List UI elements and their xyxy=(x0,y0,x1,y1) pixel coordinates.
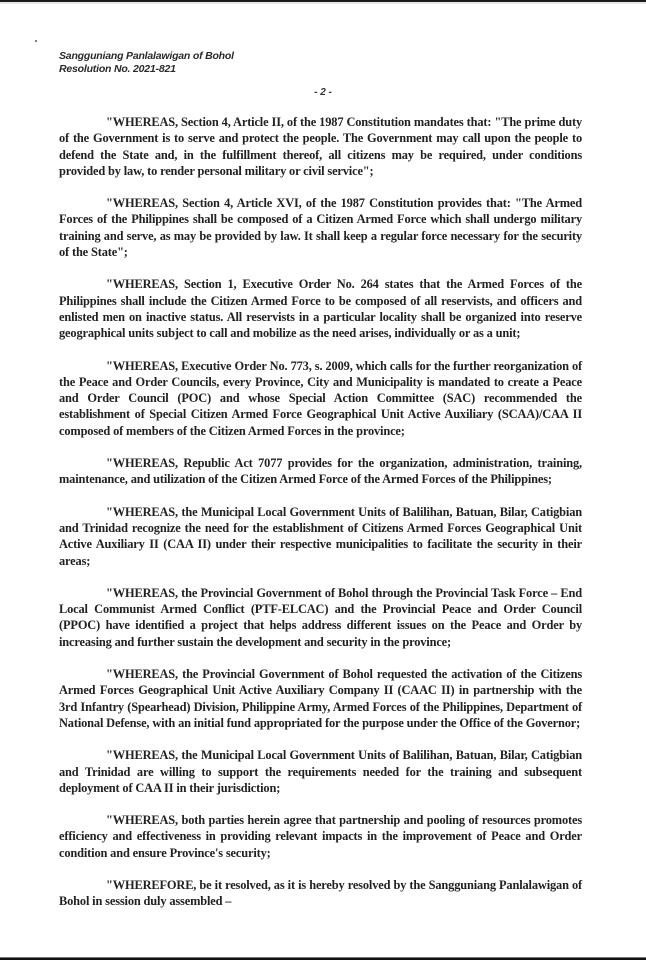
whereas-paragraph: "WHEREAS, Section 4, Article II, of the 1987 Constitution mandates that: "The prime duty of the Government is to serve and protect the people. The Government may call upon the people to defend the State and, in the fulfillment thereof, all citizens may be required, under conditions provided by law, to render personal military or civil service"; xyxy=(59,115,582,178)
scan-speck xyxy=(35,40,37,42)
whereas-paragraph: "WHEREAS, Section 4, Article XVI, of the 1987 Constitution provides that: "The Armed Forces of the Philippines shall be composed of a Citizen Armed Force which shall undergo military training and serve, as may be provided by law. It shall keep a regular force necessary for the security of the State"; xyxy=(59,196,582,260)
top-border-shadow xyxy=(0,2,646,4)
document-body xyxy=(59,114,582,910)
whereas-paragraph: "WHEREAS, the Municipal Local Government Units of Balilihan, Batuan, Bilar, Catigbian and Trinidad are willing to support the requirements needed for the training and subsequent deployment of CAA II in their jurisdiction; xyxy=(59,748,582,795)
page-number: - 2 - xyxy=(314,87,332,98)
whereas-paragraph: "WHEREAS, the Provincial Government of Bohol through the Provincial Task Force – End Local Communist Armed Conflict (PTF-ELCAC) and the Provincial Peace and Order Council (PPOC) have identified a project that helps address different issues on the Peace and Order by increasing and further sustain the development and security in the province; xyxy=(59,585,582,649)
whereas-paragraph: "WHEREAS, the Municipal Local Government Units of Balilihan, Batuan, Bilar, Catigbian and Trinidad recognize the need for the establishment of Citizens Armed Forces Geographical Unit Active Auxiliary II (CAA II) under their respective municipalities to facilitate the security in their areas; xyxy=(59,504,582,568)
whereas-paragraph: "WHEREAS, Executive Order No. 773, s. 2009, which calls for the further reorganization of the Peace and Order Councils, every Province, City and Municipality is mandated to create a Peace and Order Council (POC) and whose Special Action Committee (SAC) recommended the establishment of Special Citizen Armed Force Geographical Unit Active Auxiliary (SCAA)/CAA II composed of members of the Citizen Armed Forces in the province; xyxy=(59,358,582,438)
wherefore-paragraph: "WHEREFORE, be it resolved, as it is hereby resolved by the Sangguniang Panlalawigan of Bohol in session duly assembled – xyxy=(59,877,582,909)
header-resolution-number: Resolution No. 2021-821 xyxy=(59,63,176,75)
whereas-paragraph: "WHEREAS, Republic Act 7077 provides for the organization, administration, training, maintenance, and utilization of the Citizen Armed Force of the Armed Forces of the Philippines; xyxy=(59,456,582,487)
whereas-paragraph: "WHEREAS, Section 1, Executive Order No. 264 states that the Armed Forces of the Philippines shall include the Citizen Armed Force to be composed of all reservists, and officers and enlisted men on inactive status. All reservists in a particular locality shall be organized into reserve geographical units subject to call and mobilize as the need arises, individually or as a unit; xyxy=(59,277,582,341)
whereas-paragraph: "WHEREAS, the Provincial Government of Bohol requested the activation of the Citizens Armed Forces Geographical Unit Active Auxiliary Company II (CAAC II) in partnership with the 3rd Infantry (Spearhead) Division, Philippine Army, Armed Forces of the Philippines, Department of National Defense, with an initial fund appropriated for the purpose under the Office of the Governor; xyxy=(59,667,582,730)
whereas-paragraph: "WHEREAS, both parties herein agree that partnership and pooling of resources promotes efficiency and effectiveness in providing relevant impacts in the improvement of Peace and Order condition and ensure Province's security; xyxy=(59,813,582,860)
document-header xyxy=(59,50,234,76)
header-office: Sangguniang Panlalawigan of Bohol xyxy=(59,50,234,62)
